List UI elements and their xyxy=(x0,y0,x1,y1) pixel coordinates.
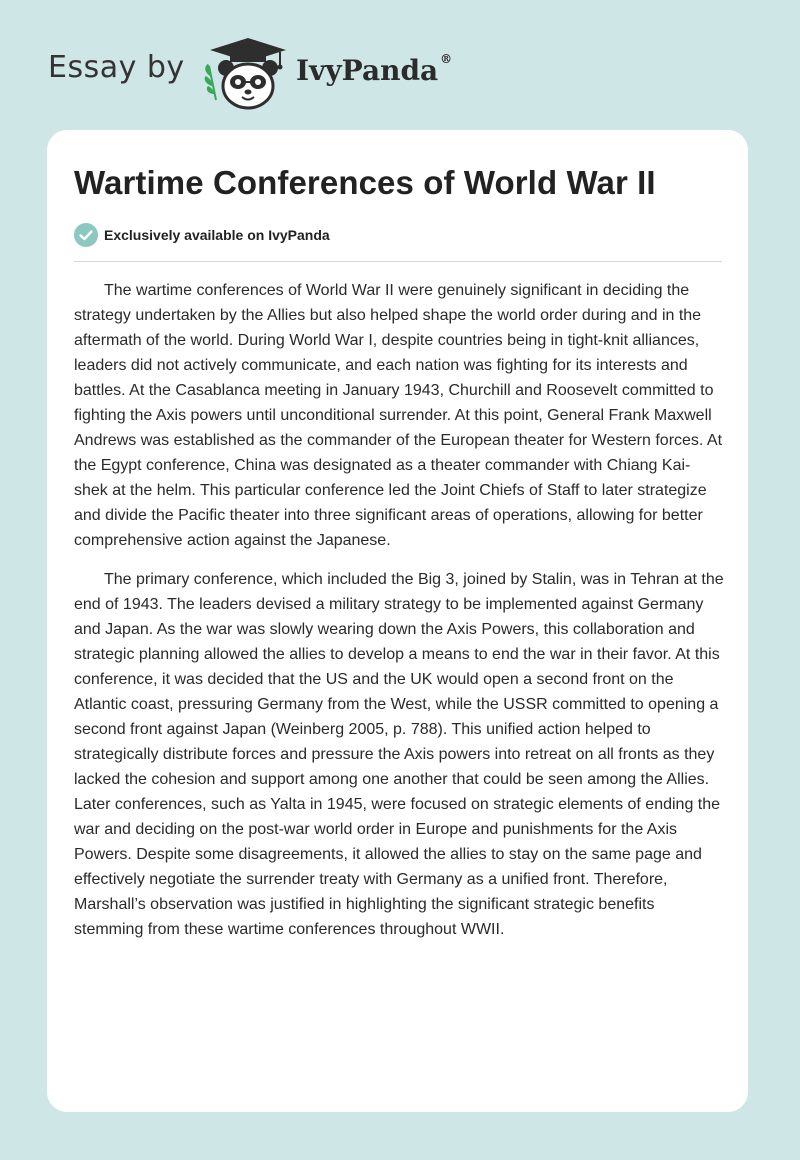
brand-name[interactable] xyxy=(296,54,452,87)
essay-title: Wartime Conferences of World War II xyxy=(74,164,656,201)
essay-by-label: Essay by xyxy=(48,50,185,85)
exclusive-badge xyxy=(74,222,330,248)
essay-card xyxy=(47,130,748,1112)
check-circle-icon xyxy=(74,223,98,247)
title-divider xyxy=(74,261,722,262)
exclusive-badge-label: Exclusively available on IvyPanda xyxy=(104,227,330,243)
site-header xyxy=(0,0,800,130)
essay-body xyxy=(74,278,724,956)
essay-paragraph-1: The wartime conferences of World War II were genuinely significant in deciding the strategy undertaken by the Allies but also helped shape the world order during and in the aftermath of the world. During World War I, despite countries being in tight-knit alliances, leaders did not actively communicate, and each nation was fighting for its interests and battles. At the Casablanca meeting in January 1943, Churchill and Roosevelt committed to fighting the Axis powers until unconditional surrender. At this point, General Frank Maxwell Andrews was established as the commander of the European theater for Western forces. At the Egypt conference, China was designated as a theater commander with Chiang Kai-shek at the helm. This particular conference led the Joint Chiefs of Staff to later strategize and divide the Pacific theater into three significant areas of operations, allowing for better comprehensive action against the Japanese. xyxy=(74,282,723,549)
essay-paragraph-2: The primary conference, which included the Big 3, joined by Stalin, was in Tehran at the end of 1943. The leaders devised a military strategy to be implemented against Germany and Japan. As the war was slowly wearing down the Axis Powers, this collaboration and strategic planning allowed the allies to develop a means to end the war in their favor. At this conference, it was decided that the US and the UK would open a second front on the Atlantic coast, pressuring Germany from the West, while the USSR committed to opening a second front against Japan (Weinberg 2005, p. 788). This unified action helped to strategically distribute forces and pressure the Axis powers into retreat on all fronts as they lacked the cohesion and support among one another that could be seen among the Allies. Later conferences, such as Yalta in 1945, were focused on strategic elements of ending the war and deciding on the post-war world order in Europe and punishments for the Axis Powers. Despite some disagreements, it allowed the allies to stay on the same page and effectively negotiate the surrender treaty with Germany as a unified front. Therefore, Marshall’s observation was justified in highlighting the significant strategic benefits stemming from these wartime conferences throughout WWII. xyxy=(74,571,724,938)
trademark-mark: ® xyxy=(440,52,453,66)
panda-graduate-icon[interactable] xyxy=(200,36,292,112)
brand-label: IvyPanda xyxy=(296,54,439,87)
